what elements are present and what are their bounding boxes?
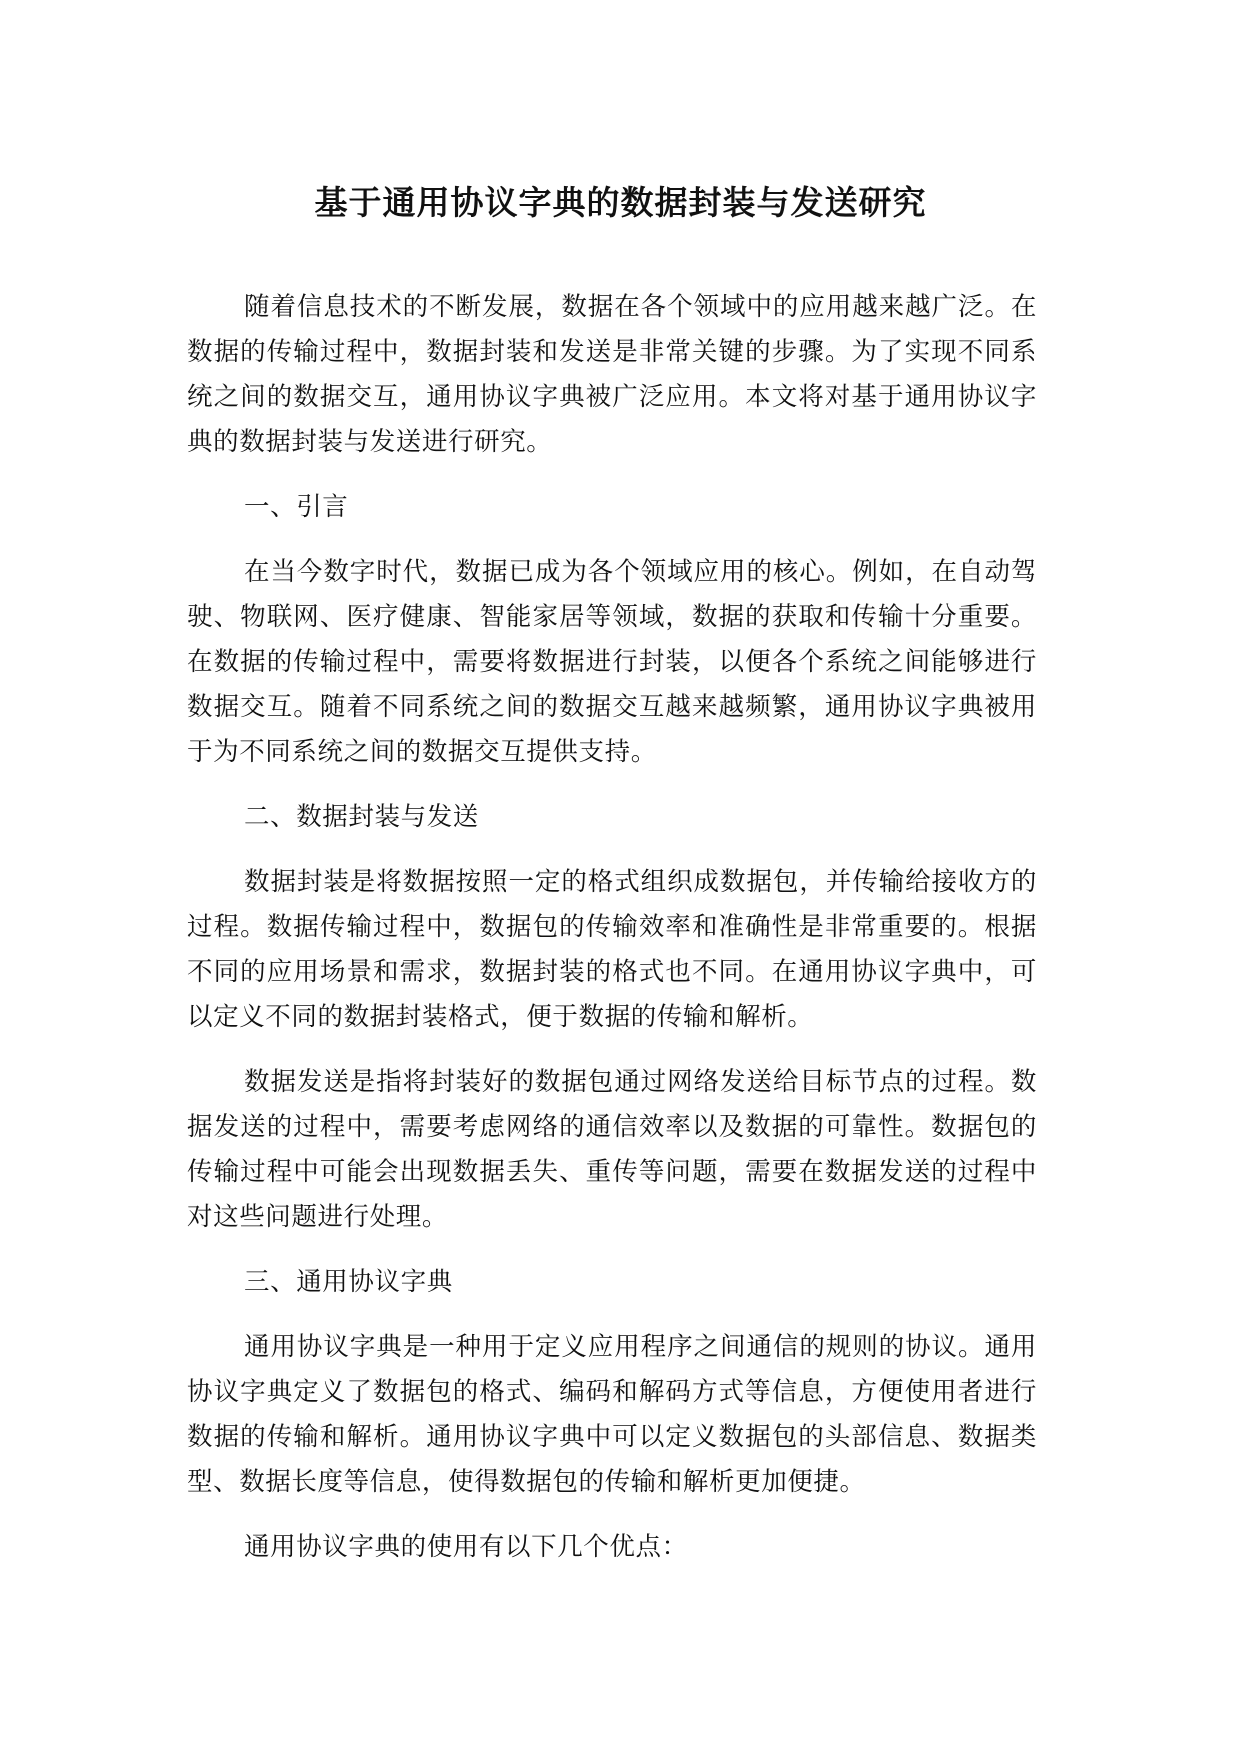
document-title: 基于通用协议字典的数据封装与发送研究 [314, 183, 927, 222]
encapsulation-paragraph: 数据封装是将数据按照一定的格式组织成数据包，并传输给接收方的过程。数据传输过程中，数据包的传输效率和准确性是非常重要的。根据不同的应用场景和需求，数据封装的格式也不同。在通用协议字典中，可以定义不同的数据封装格式，便于数据的传输和解析。 [187, 867, 1037, 1032]
section-heading-protocol-dictionary: 三、通用协议字典 [244, 1267, 453, 1297]
introduction-paragraph: 在当今数字时代，数据已成为各个领域应用的核心。例如，在自动驾驶、物联网、医疗健康、智能家居等领域，数据的获取和传输十分重要。在数据的传输过程中，需要将数据进行封装，以便各个系统之间能够进行数据交互。随着不同系统之间的数据交互越来越频繁，通用协议字典被用于为不同系统之间的数据交互提供支持。 [187, 557, 1037, 767]
section-heading-introduction: 一、引言 [244, 492, 349, 522]
document-body [187, 285, 1037, 1590]
protocol-dictionary-paragraph: 通用协议字典是一种用于定义应用程序之间通信的规则的协议。通用协议字典定义了数据包的格式、编码和解码方式等信息，方便使用者进行数据的传输和解析。通用协议字典中可以定义数据包的头部信息、数据类型、数据长度等信息，使得数据包的传输和解析更加便捷。 [187, 1332, 1037, 1497]
advantages-intro-paragraph: 通用协议字典的使用有以下几个优点： [244, 1532, 688, 1562]
section-heading-encapsulation: 二、数据封装与发送 [244, 802, 479, 832]
sending-paragraph: 数据发送是指将封装好的数据包通过网络发送给目标节点的过程。数据发送的过程中，需要考虑网络的通信效率以及数据的可靠性。数据包的传输过程中可能会出现数据丢失、重传等问题，需要在数据发送的过程中对这些问题进行处理。 [187, 1067, 1037, 1232]
intro-paragraph: 随着信息技术的不断发展，数据在各个领域中的应用越来越广泛。在数据的传输过程中，数据封装和发送是非常关键的步骤。为了实现不同系统之间的数据交互，通用协议字典被广泛应用。本文将对基于通用协议字典的数据封装与发送进行研究。 [187, 292, 1037, 457]
